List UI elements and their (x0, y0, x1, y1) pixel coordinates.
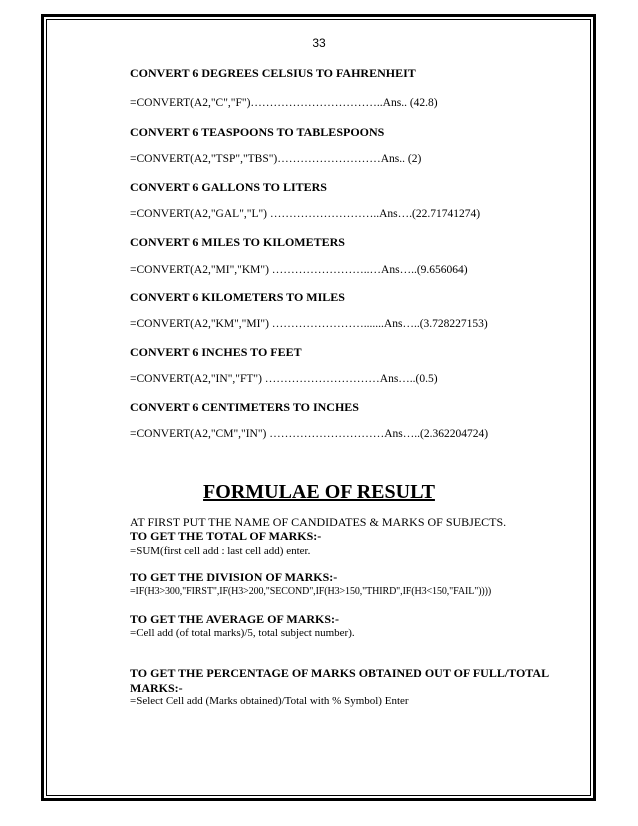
conversion-heading: CONVERT 6 GALLONS TO LITERS (130, 180, 327, 194)
percentage-heading: TO GET THE PERCENTAGE OF MARKS OBTAINED OUT OF FULL/TOTAL (130, 666, 550, 680)
conversion-formula: =CONVERT(A2,"KM","MI") …………………….......Ans…..(3.728227153) (130, 318, 488, 330)
conversion-heading: CONVERT 6 MILES TO KILOMETERS (130, 235, 345, 249)
page-number: 33 (312, 36, 326, 50)
conversion-heading: CONVERT 6 DEGREES CELSIUS TO FAHRENHEIT (130, 66, 416, 80)
conversion-formula: =CONVERT(A2,"CM","IN") …………………………Ans…..(2.362204724) (130, 428, 489, 440)
conversion-heading: CONVERT 6 INCHES TO FEET (130, 345, 302, 359)
conversion-heading: CONVERT 6 TEASPOONS TO TABLESPOONS (130, 125, 385, 139)
conversion-formula: =CONVERT(A2,"MI","KM") ……………………..…Ans…..(9.656064) (130, 264, 468, 276)
percentage-heading-continued: MARKS:- (130, 681, 183, 695)
average-formula: =Cell add (of total marks)/5, total subject number). (130, 627, 355, 639)
conversion-formula: =CONVERT(A2,"GAL","L") ………………………..Ans….(22.71741274) (130, 208, 481, 220)
conversion-heading: CONVERT 6 CENTIMETERS TO INCHES (130, 400, 359, 414)
division-formula: =IF(H3>300,"FIRST",IF(H3>200,"SECOND",IF(H3>150,"THIRD",IF(H3<150,"FAIL")))) (130, 586, 492, 597)
conversion-formula: =CONVERT(A2,"IN","FT") …………………………Ans…..(0.5) (130, 373, 438, 385)
conversion-heading: CONVERT 6 KILOMETERS TO MILES (130, 290, 345, 304)
percentage-formula: =Select Cell add (Marks obtained)/Total with % Symbol) Enter (130, 695, 409, 707)
total-formula: =SUM(first cell add : last cell add) enter. (130, 545, 311, 557)
total-heading: TO GET THE TOTAL OF MARKS:- (130, 529, 322, 543)
conversion-formula: =CONVERT(A2,"TSP","TBS")………………………Ans.. (2) (130, 153, 422, 165)
section-title: FORMULAE OF RESULT (203, 481, 435, 503)
conversion-formula: =CONVERT(A2,"C","F")……………………………..Ans.. (42.8) (130, 97, 438, 109)
average-heading: TO GET THE AVERAGE OF MARKS:- (130, 612, 340, 626)
division-heading: TO GET THE DIVISION OF MARKS:- (130, 570, 338, 584)
intro-text: AT FIRST PUT THE NAME OF CANDIDATES & MARKS OF SUBJECTS. (130, 515, 507, 529)
